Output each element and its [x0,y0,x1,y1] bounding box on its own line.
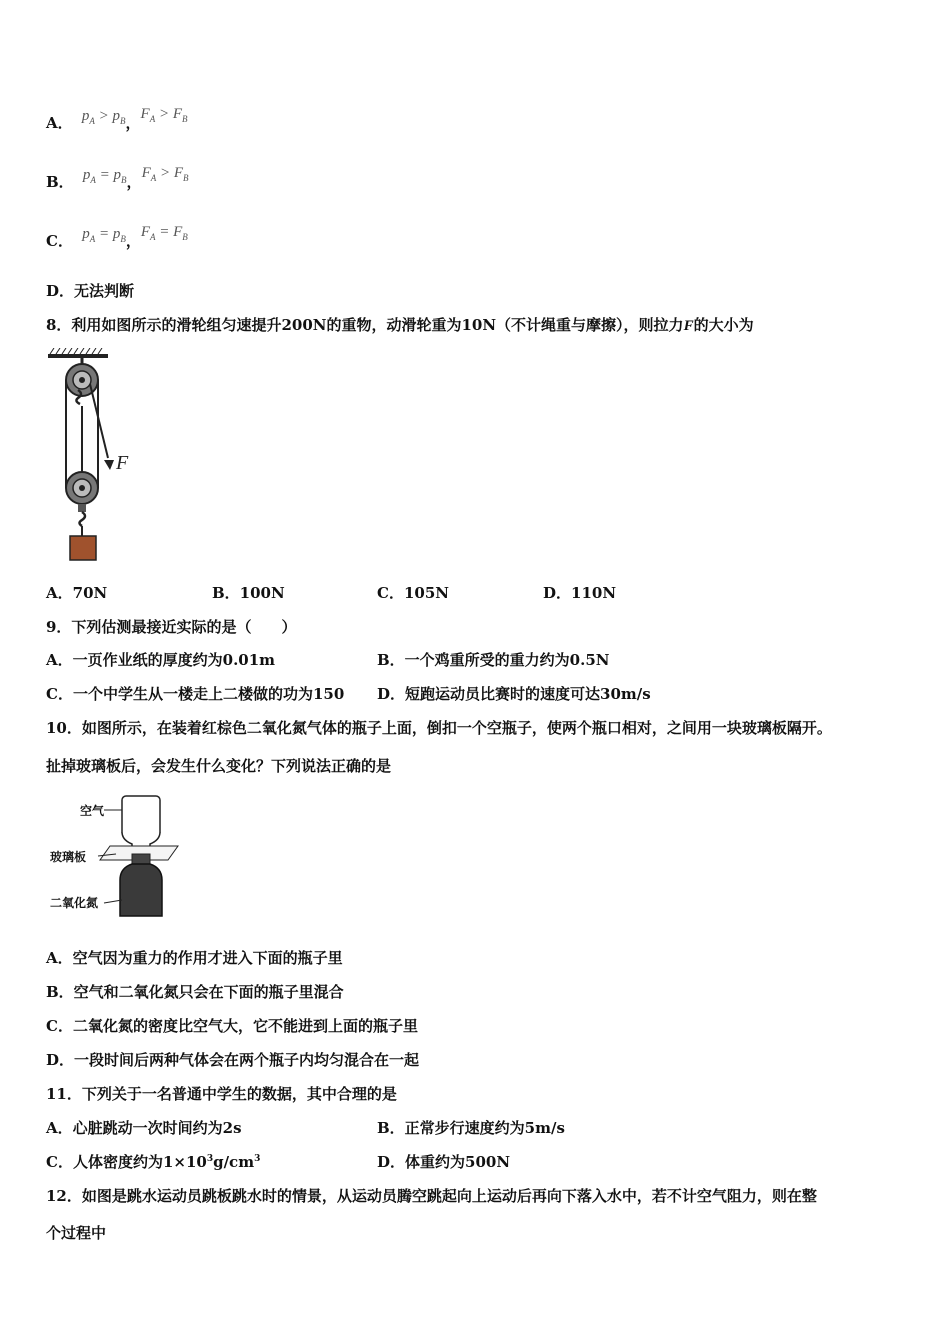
q10-option-a: A．空气因为重力的作用才进入下面的瓶子里 [46,949,343,967]
bottles-figure [46,792,186,927]
formula: $p_A = p_B$ [82,167,127,185]
q11-option-a: A．心脏跳动一次时间约为2s [46,1119,242,1137]
q11-option-d: D．体重约为500N [377,1153,511,1171]
q10-option-c: C．二氧化氮的密度比空气大，它不能进到上面的瓶子里 [46,1017,418,1035]
q9-option-b: B．一个鸡重所受的重力约为0.5N [377,651,610,669]
q7-option-b: B． $p_A = p_B$，$F_A > F_B$ [46,165,189,191]
q11-option-c: C．人体密度约为$1\times 10^3g/cm^3$ [46,1153,261,1171]
q9-stem: 9．下列估测最接近实际的是（ ） [46,618,297,636]
q12-stem-line1: 12．如图是跳水运动员跳板跳水时的情景，从运动员腾空跳起向上运动后再向下落入水中，若不计空气阻力，则在整 [46,1187,817,1205]
q8-option-a: A．70N [46,584,108,602]
formula: $p_A = p_B$ [82,226,126,244]
q12-stem-line2: 个过程中 [46,1224,107,1242]
q10-stem-line2: 扯掉玻璃板后，会发生什么变化？下列说法正确的是 [46,757,392,775]
q8-option-b: B．100N [212,584,285,602]
q8-option-d: D．110N [543,584,617,602]
q9-option-a: A．一页作业纸的厚度约为0.01m [46,651,276,669]
q11-stem: 11．下列关于一名普通中学生的数据，其中合理的是 [46,1085,397,1103]
pulley-figure [44,348,144,563]
force-label: F [116,452,129,474]
q10-stem-line1: 10．如图所示，在装着红棕色二氧化氮气体的瓶子上面，倒扣一个空瓶子，使两个瓶口相对，之间用一块玻璃板隔开。 [46,719,832,737]
q8-option-c: C．105N [377,584,449,602]
q8-stem: 8．利用如图所示的滑轮组匀速提升200N的重物，动滑轮重为10N（不计绳重与摩擦），则拉力F的大小为 [46,316,754,334]
gas-label: 二氧化氮 [50,896,99,910]
air-label: 空气 [80,804,105,818]
q11-option-b: B．正常步行速度约为5m/s [377,1119,565,1137]
q9-option-c: C．一个中学生从一楼走上二楼做的功为150 [46,685,345,703]
q9-option-d: D．短跑运动员比赛时的速度可达30m/s [377,685,651,703]
q7-option-a: A． $p_A > p_B$，$F_A > F_B$ [46,106,188,132]
q7-option-c: C． $p_A = p_B$，$F_A = F_B$ [46,224,188,250]
q7-option-d: D．无法判断 [46,282,135,300]
formula: $p_A > p_B$ [81,108,126,126]
glass-label: 玻璃板 [50,850,87,864]
q10-option-d: D．一段时间后两种气体会在两个瓶子内均匀混合在一起 [46,1051,420,1069]
q10-option-b: B．空气和二氧化氮只会在下面的瓶子里混合 [46,983,344,1001]
